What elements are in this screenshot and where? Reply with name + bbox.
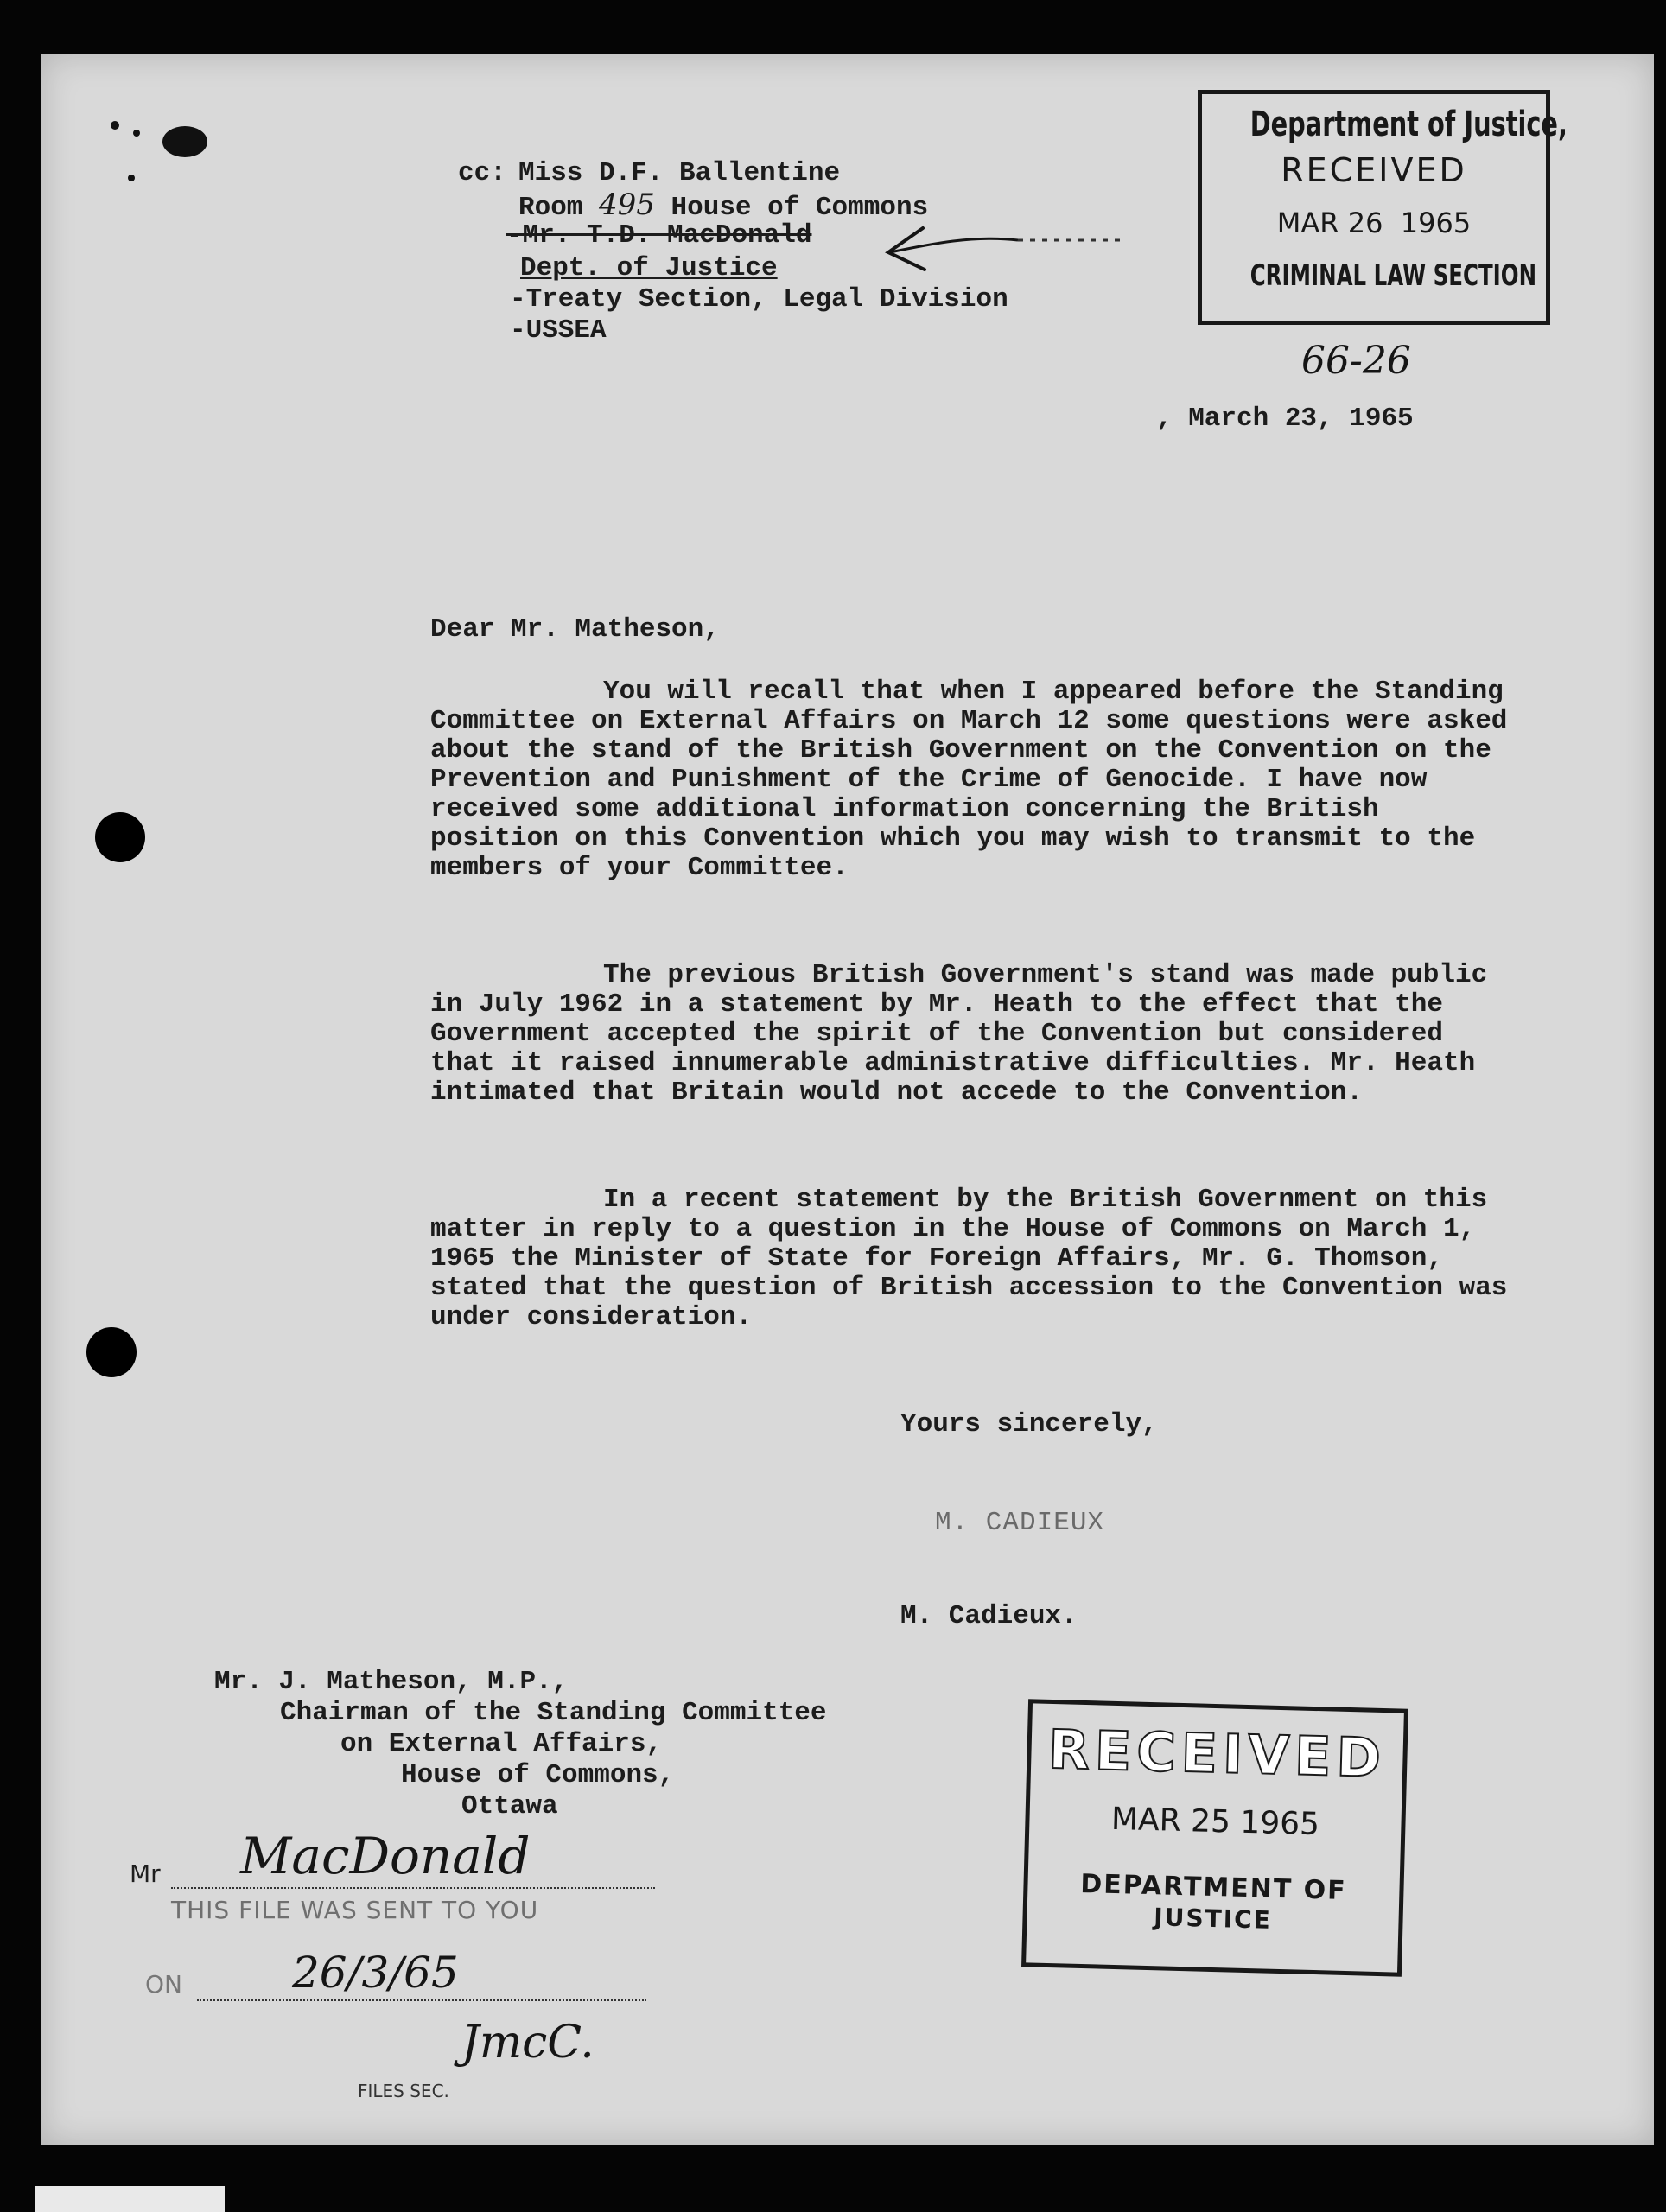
scan-tab <box>35 2186 225 2212</box>
cc-line-1: Miss D.F. Ballentine <box>518 158 841 188</box>
routing-date: 26/3/65 <box>292 1948 459 1998</box>
address-line-1: Mr. J. Matheson, M.P., <box>214 1667 569 1697</box>
cc-room-prefix: Room <box>518 193 600 223</box>
cc-room-number: 495 <box>599 188 655 222</box>
justice-stamp-line-1: Department of Justice, <box>1250 105 1567 144</box>
punch-hole-lower <box>86 1327 137 1377</box>
body-paragraph-3: In a recent statement by the British Government on this matter in reply to a question in the House of Commons on March 1, 1965 the Minister of State for Foreign Affairs, Mr. G. Thomson, stated that the question of British accession to the Convention was under consideration. <box>430 1185 1508 1332</box>
cc-line-2 <box>518 190 928 223</box>
ink-blot <box>162 126 207 157</box>
cc-line-5: -Treaty Section, Legal Division <box>510 284 1008 315</box>
received-stamp-line-2: MAR 25 1965 <box>1110 1801 1320 1843</box>
received-stamp-line-4: JUSTICE <box>1153 1903 1273 1935</box>
routing-date-rule <box>197 1999 646 2001</box>
justice-received-stamp <box>1198 90 1567 325</box>
punch-hole-upper <box>95 812 145 862</box>
routing-mr-label: Mr <box>130 1859 161 1888</box>
department-received-stamp <box>1021 1699 1408 1976</box>
handwritten-arrow-icon <box>871 218 1130 278</box>
received-stamp-line-1: RECEIVED <box>1047 1717 1387 1790</box>
cc-line-3: -Mr. T.D. MacDonald <box>506 220 812 251</box>
letter-date: , March 23, 1965 <box>1156 404 1414 434</box>
justice-stamp-line-2: RECEIVED <box>1281 151 1467 189</box>
ink-dot <box>111 121 119 130</box>
cc-line-4: Dept. of Justice <box>520 253 778 283</box>
routing-initials: JmcC. <box>461 2017 595 2069</box>
routing-on-label: ON <box>145 1970 182 1999</box>
justice-stamp-line-4: CRIMINAL LAW SECTION <box>1250 258 1537 293</box>
signature-typed: M. Cadieux. <box>900 1601 1078 1631</box>
routing-mr-name: MacDonald <box>240 1827 531 1885</box>
closing: Yours sincerely, <box>900 1409 1158 1440</box>
address-line-4: House of Commons, <box>401 1760 675 1790</box>
routing-name-rule <box>171 1887 655 1889</box>
file-number: 66-26 <box>1301 339 1411 383</box>
signature-stamp: M. CADIEUX <box>935 1508 1105 1538</box>
address-line-3: on External Affairs, <box>340 1729 663 1759</box>
document-page <box>41 54 1654 2145</box>
salutation: Dear Mr. Matheson, <box>430 614 720 645</box>
body-paragraph-1: You will recall that when I appeared before the Standing Committee on External Affairs on March 12 some questions were asked about the stand of the British Government on the Convention on the Prevention and Punishment of the Crime of Genocide. I have now received some additional information concerning the British position on this Convention which you may wish to transmit to the members of your Committee. <box>430 677 1508 883</box>
routing-notice: THIS FILE WAS SENT TO YOU <box>171 1896 539 1924</box>
received-stamp-line-3: DEPARTMENT OF <box>1079 1868 1348 1907</box>
routing-files-label: FILES SEC. <box>358 2081 449 2101</box>
cc-room-suffix: House of Commons <box>654 193 929 223</box>
body-paragraph-2: The previous British Government's stand was made public in July 1962 in a statement by Mr. Heath to the effect that the Government accepted the spirit of the Convention but considered that it raised innumerable administrative difficulties. Mr. Heath intimated that Britain would not accede to the Convention. <box>430 960 1488 1108</box>
cc-line-6: -USSEA <box>510 315 607 346</box>
cc-label: cc: <box>458 158 506 188</box>
address-line-2: Chairman of the Standing Committee <box>280 1698 827 1728</box>
ink-dot <box>128 175 135 181</box>
ink-dot <box>133 130 140 137</box>
address-line-5: Ottawa <box>461 1791 558 1821</box>
justice-stamp-line-3: MAR 26 1965 <box>1276 207 1472 239</box>
